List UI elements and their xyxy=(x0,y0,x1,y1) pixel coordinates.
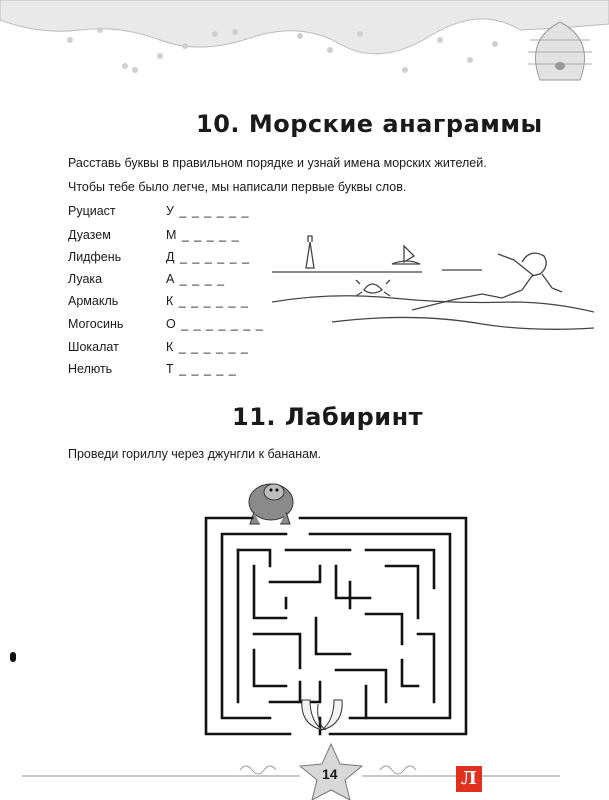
anagram-word: Шокалат xyxy=(68,340,119,354)
instruction-line-1: Расставь буквы в правильном порядке и узнай имена морских жителей. xyxy=(68,156,487,170)
answer-blank: К _ _ _ _ _ _ xyxy=(166,294,249,308)
anagram-word: Руциаст xyxy=(68,204,116,218)
instruction-line-2: Чтобы тебе было легче, мы написали первые буквы слов. xyxy=(68,180,407,194)
lighthouse-icon xyxy=(306,236,314,268)
maze-instruction: Проведи гориллу через джунгли к бананам. xyxy=(68,447,322,461)
sailboat-icon xyxy=(392,246,420,264)
beach-illustration xyxy=(272,232,594,357)
beehive-icon xyxy=(528,22,592,80)
page-number: 14 xyxy=(322,766,338,782)
answer-blank: О _ _ _ _ _ _ _ xyxy=(166,317,264,331)
anagram-word: Армакль xyxy=(68,294,119,308)
section-11-title: 11. Лабиринт xyxy=(232,403,424,431)
anagram-word: Дуазем xyxy=(68,228,111,242)
answer-blank: Т _ _ _ _ _ xyxy=(166,362,237,376)
crab-icon xyxy=(356,280,390,296)
anagram-word: Луака xyxy=(68,272,103,286)
anagram-word: Могосинь xyxy=(68,317,124,331)
answer-blank: К _ _ _ _ _ _ xyxy=(166,340,249,354)
answer-blank: У _ _ _ _ _ _ xyxy=(166,204,250,218)
publisher-badge: Л xyxy=(456,766,482,792)
anagram-word: Лидфень xyxy=(68,250,122,264)
answer-blank: Д _ _ _ _ _ _ xyxy=(166,250,251,264)
answer-blank: М _ _ _ _ _ xyxy=(166,228,240,242)
footer-decoration xyxy=(0,740,609,800)
margin-mark xyxy=(10,652,16,662)
anagram-word: Нелють xyxy=(68,362,113,376)
bananas-icon xyxy=(296,694,348,734)
header-decoration xyxy=(0,0,609,92)
answer-blank: А _ _ _ _ xyxy=(166,272,226,286)
section-10-title: 10. Морские анаграммы xyxy=(196,110,543,138)
